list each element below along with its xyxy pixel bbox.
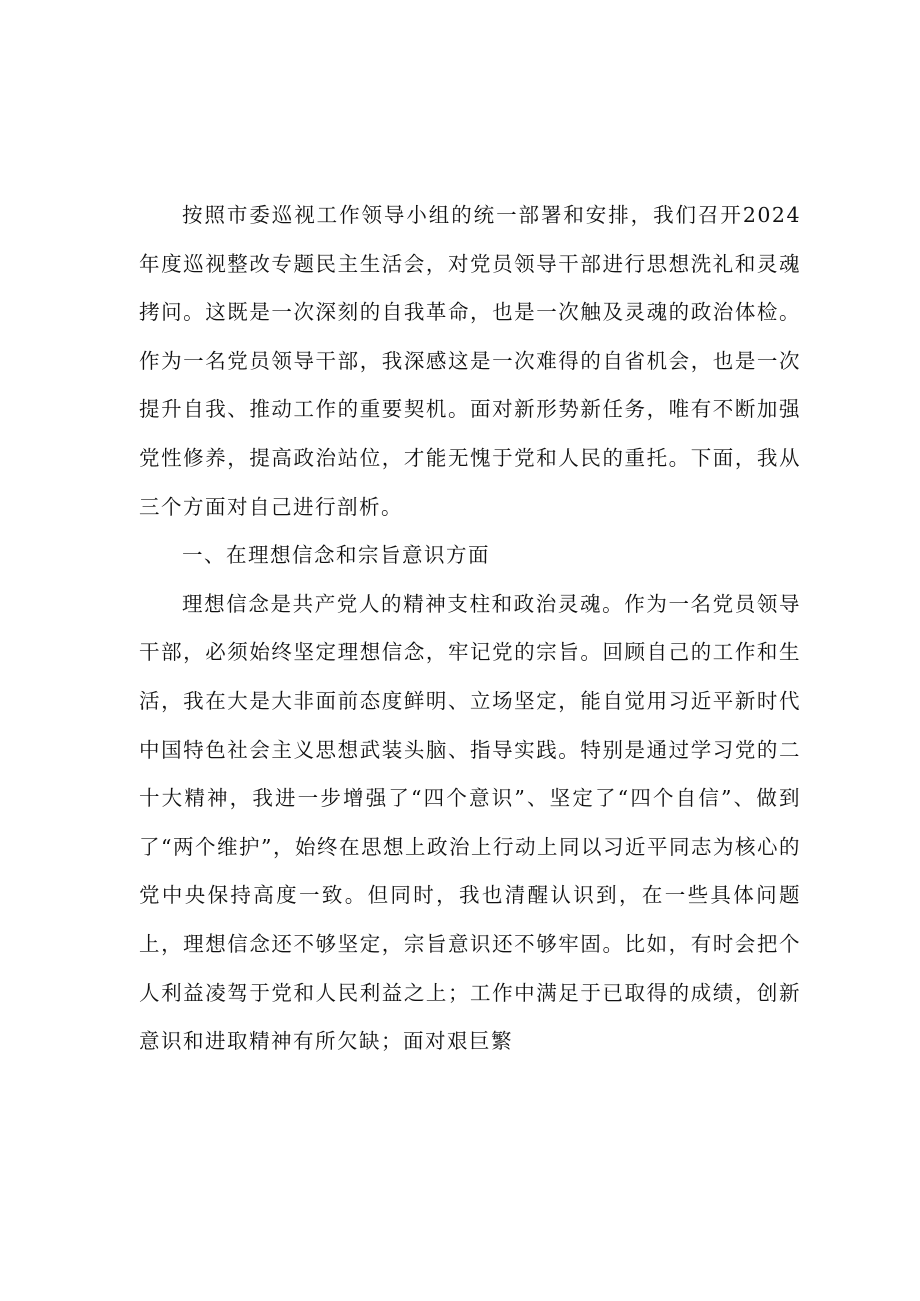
section-heading-1: 一、在理想信念和宗旨意识方面 (182, 543, 491, 568)
document-body (139, 191, 801, 1066)
section-1-paragraph: 理想信念是共产党人的精神支柱和政治灵魂。作为一名党员领导干部，必须始终坚定理想信念，牢记党的宗旨。回顾自己的工作和生活，我在大是大非面前态度鲜明、立场坚定，能自觉用习近平新时代中国特色社会主义思想武装头脑、指导实践。特别是通过学习党的二十大精神，我进一步增强了“四个意识”、坚定了“四个自信”、做到了“两个维护”，始终在思想上政治上行动上同以习近平同志为核心的党中央保持高度一致。但同时，我也清醒认识到，在一些具体问题上，理想信念还不够坚定，宗旨意识还不够牢固。比如，有时会把个人利益凌驾于党和人民利益之上；工作中满足于已取得的成绩，创新意识和进取精神有所欠缺；面对艰巨繁 (139, 591, 801, 1054)
intro-paragraph: 按照市委巡视工作领导小组的统一部署和安排，我们召开2024年度巡视整改专题民主生活会，对党员领导干部进行思想洗礼和灵魂拷问。这既是一次深刻的自我革命，也是一次触及灵魂的政治体检。作为一名党员领导干部，我深感这是一次难得的自省机会，也是一次提升自我、推动工作的重要契机。面对新形势新任务，唯有不断加强党性修养，提高政治站位，才能无愧于党和人民的重托。下面，我从三个方面对自己进行剖析。 (139, 203, 801, 519)
